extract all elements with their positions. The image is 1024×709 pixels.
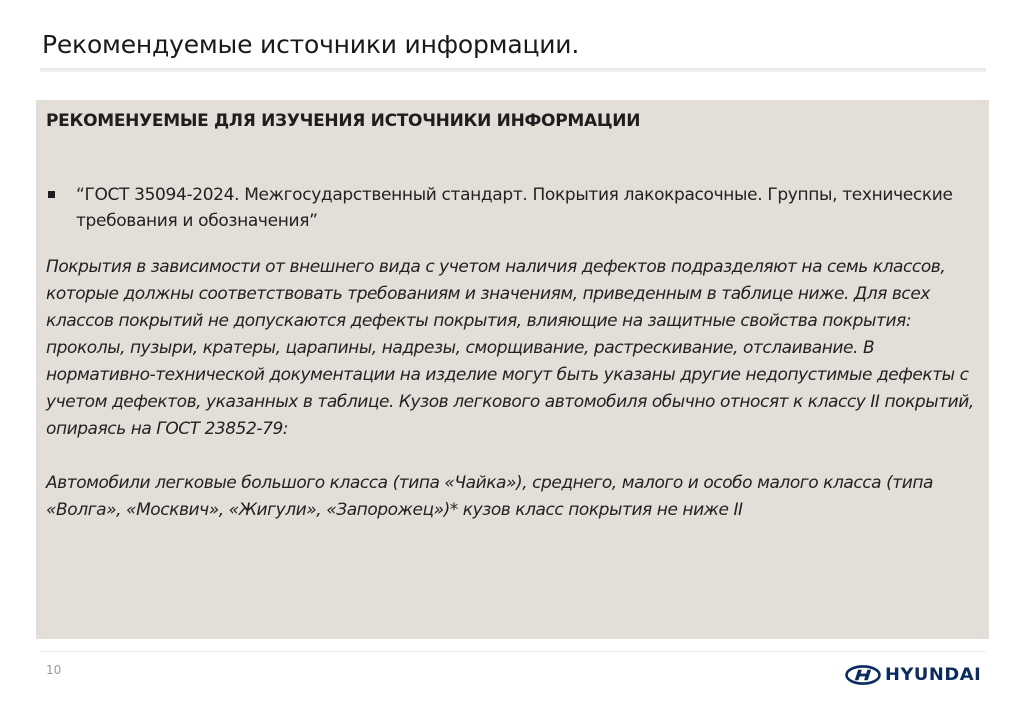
footer-divider [40, 651, 986, 652]
content-panel [36, 100, 989, 639]
car-classes-paragraph: Автомобили легковые большого класса (типа «Чайка»), среднего, малого и особо малого класса (типа «Волга», «Москвич», «Жигули», «Запорожец»)* кузов класс покрытия не ниже II [46, 473, 933, 520]
slide-title: Рекомендуемые источники информации. [42, 30, 580, 59]
bullet-item-gost [46, 182, 977, 234]
page-number: 10 [46, 663, 62, 677]
coating-classes-paragraph: Покрытия в зависимости от внешнего вида с учетом наличия дефектов подразделяют на семь классов, которые должны соответствовать требованиям и значениям, приведенным в таблице ниже. Для всех классов покрытий не допускаются дефекты покрытия, влияющие на защитные свойства покрытия: проколы, пузыри, кратеры, царапины, надрезы, сморщивание, растрескивание, отслаивание. В нормативно-технической документации на изделие могут быть указаны другие недопустимые дефекты с учетом дефектов, указанных в таблице. Кузов легкового автомобиля обычно относят к классу II покрытий, опираясь на ГОСТ 23852-79: [46, 257, 974, 439]
hyundai-emblem-icon [845, 665, 881, 685]
panel-heading: РЕКОМЕНУЕМЫЕ ДЛЯ ИЗУЧЕНИЯ ИСТОЧНИКИ ИНФОРМАЦИИ [46, 111, 641, 131]
hyundai-logo [845, 664, 987, 686]
square-bullet-icon [48, 191, 55, 198]
title-divider [40, 68, 986, 72]
bullet-text: “ГОСТ 35094-2024. Межгосударственный стандарт. Покрытия лакокрасочные. Группы, технические требования и обозначения” [76, 185, 953, 231]
hyundai-wordmark: HYUNDAI [885, 665, 982, 685]
